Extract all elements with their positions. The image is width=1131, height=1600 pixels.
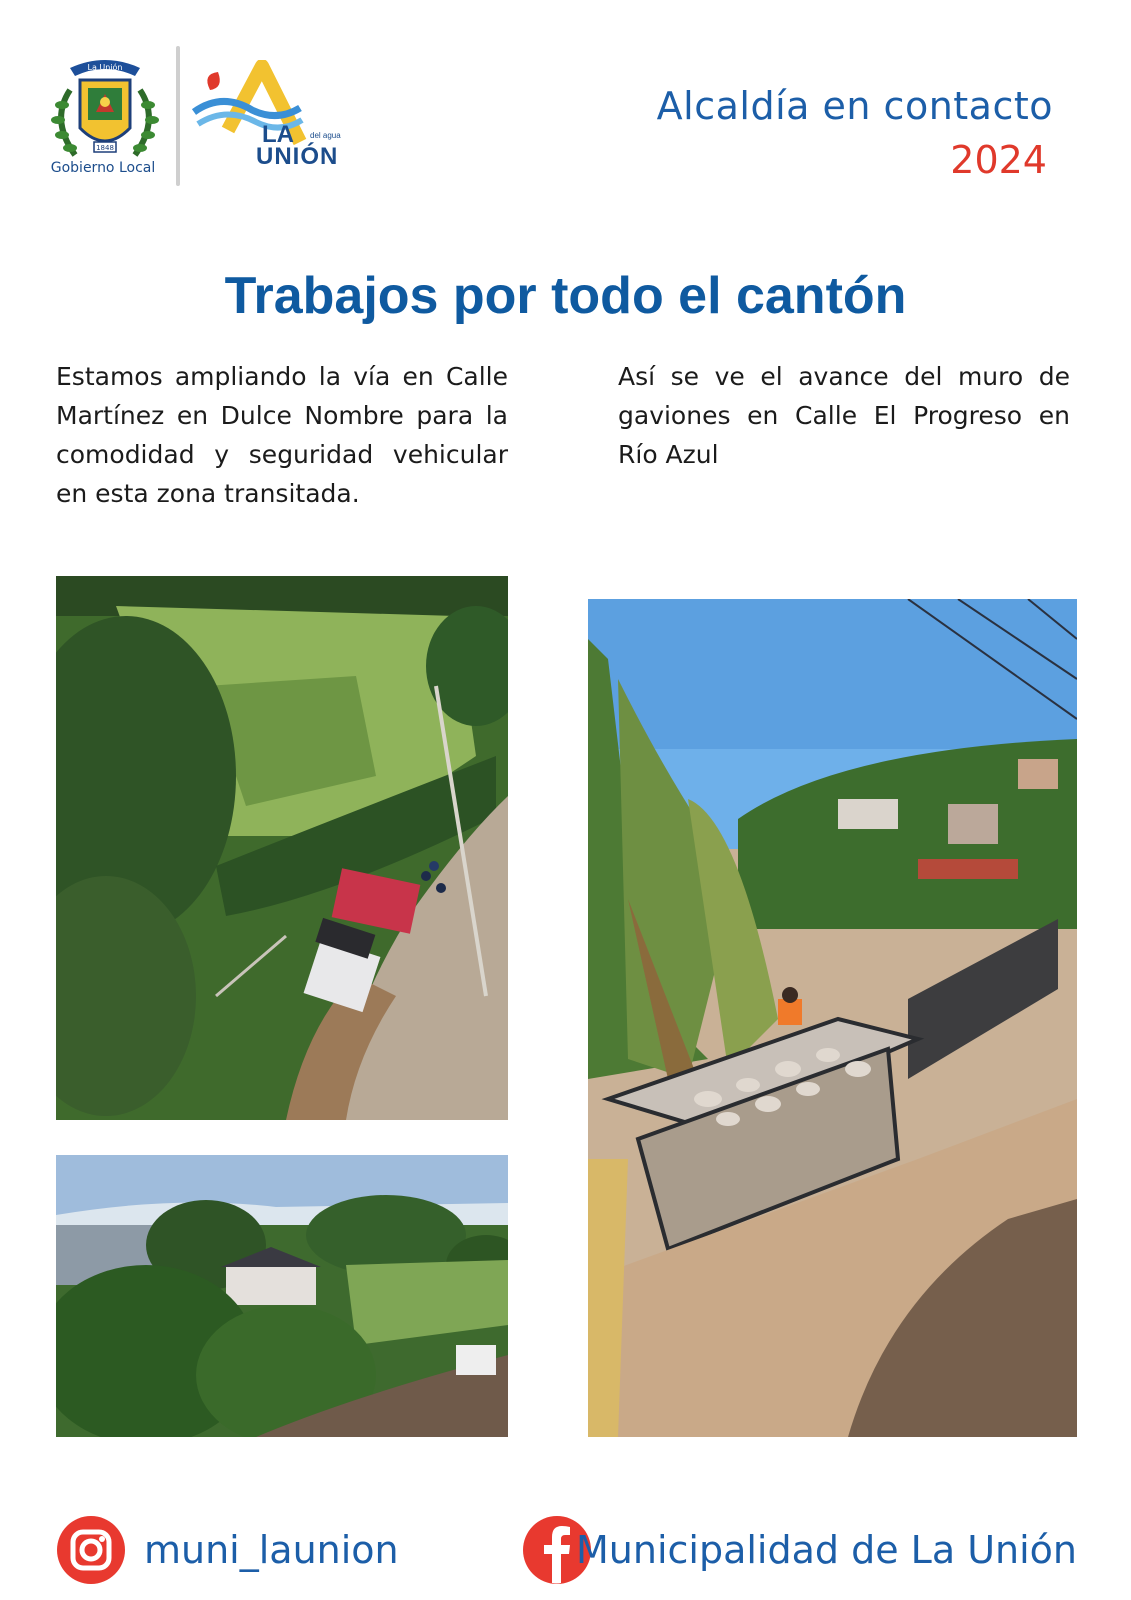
instagram-icon[interactable]: [56, 1515, 126, 1585]
svg-text:LA: LA: [262, 121, 294, 148]
header-title: Alcaldía en contacto: [656, 84, 1053, 128]
page-title: Trabajos por todo el cantón: [224, 267, 907, 325]
facebook-page-name[interactable]: Municipalidad de La Unión: [576, 1528, 1077, 1572]
gov-label: Gobierno Local: [50, 160, 156, 176]
road-town-view-photo: [56, 1155, 508, 1437]
instagram-handle[interactable]: muni_launion: [144, 1528, 399, 1572]
gabion-wall-photo: [588, 599, 1077, 1437]
la-union-logo-icon: [192, 60, 357, 175]
svg-text:La Unión: La Unión: [87, 63, 123, 72]
svg-text:UNIÓN: UNIÓN: [256, 143, 339, 170]
left-description: Estamos ampliando la vía en Calle Martínez en Dulce Nombre para la comodidad y seguridad vehicular en esta zona transitada.: [56, 362, 508, 508]
right-description: Así se ve el avance del muro de gaviones en Calle El Progreso en Río Azul: [618, 362, 1070, 469]
svg-text:1848: 1848: [96, 144, 114, 152]
road-widening-aerial-photo: [56, 576, 508, 1120]
svg-text:del agua: del agua: [310, 131, 341, 140]
header-year: 2024: [950, 138, 1047, 182]
la-union-logo: [192, 60, 357, 175]
header-divider: [176, 46, 180, 186]
